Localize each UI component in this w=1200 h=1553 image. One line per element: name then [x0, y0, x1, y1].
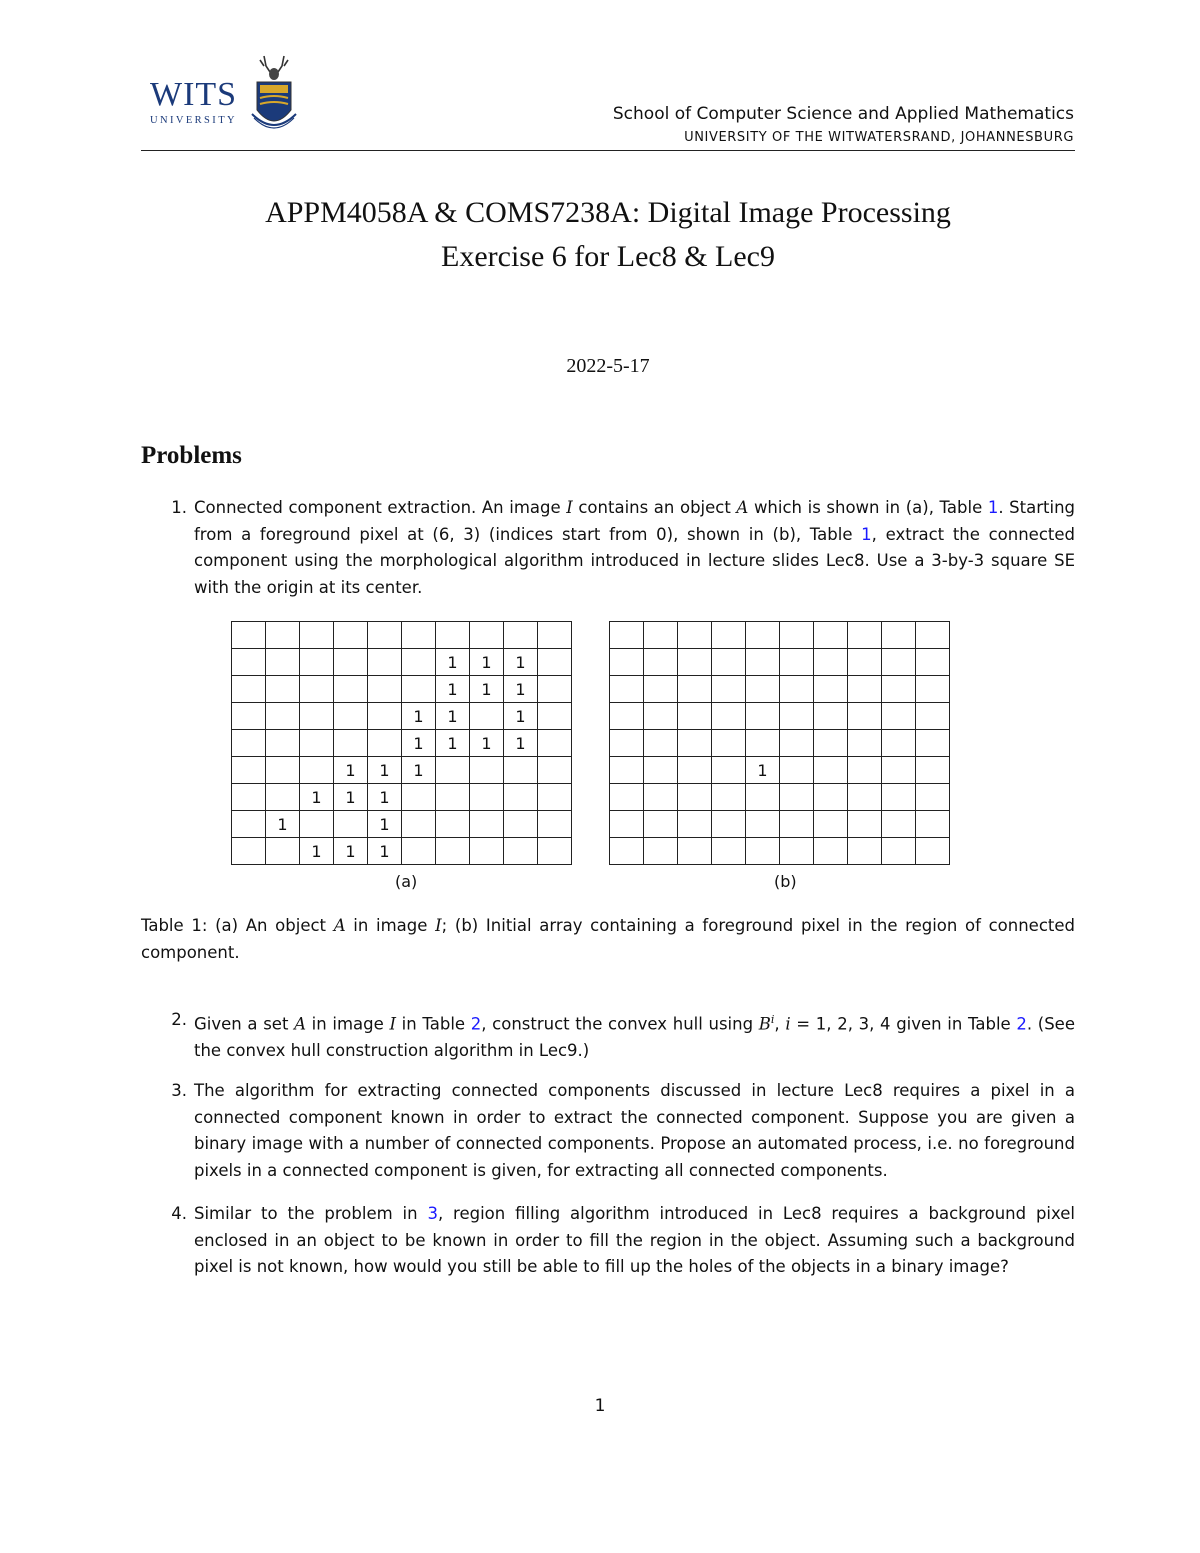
grid-cell [814, 649, 848, 676]
grid-row [232, 784, 572, 811]
grid-cell [780, 757, 814, 784]
grid-cell [402, 811, 436, 838]
grid-cell [402, 838, 436, 865]
grid-cell: 1 [300, 838, 334, 865]
grid-cell [746, 676, 780, 703]
grid-cell [538, 730, 572, 757]
grid-cell [712, 676, 746, 703]
grid-cell: 1 [470, 730, 504, 757]
school-name: School of Computer Science and Applied Mathematics [612, 104, 1074, 124]
page-number: 1 [594, 1396, 606, 1416]
grid-cell [300, 622, 334, 649]
grid-cell [538, 811, 572, 838]
grid-cell [644, 757, 678, 784]
grid-cell: 1 [746, 757, 780, 784]
exercise-title: Exercise 6 for Lec8 & Lec9 [441, 240, 775, 273]
grid-row [610, 784, 950, 811]
grid-cell [882, 730, 916, 757]
grid-cell [334, 703, 368, 730]
grid-cell [504, 811, 538, 838]
grid-cell [232, 676, 266, 703]
grid-cell [538, 649, 572, 676]
grid-cell [436, 784, 470, 811]
grid-cell [470, 703, 504, 730]
section-heading: Problems [141, 442, 242, 469]
problem-number: 3. [171, 1081, 187, 1100]
grid-cell [882, 703, 916, 730]
grid-cell [746, 730, 780, 757]
grid-cell [436, 757, 470, 784]
grid-cell [678, 703, 712, 730]
grid-cell: 1 [470, 649, 504, 676]
grid-cell [712, 730, 746, 757]
grid-cell [610, 622, 644, 649]
grid-cell [232, 703, 266, 730]
grid-row [610, 703, 950, 730]
grid-cell: 1 [402, 730, 436, 757]
grid-cell [780, 838, 814, 865]
grid-cell [504, 784, 538, 811]
grid-cell [232, 730, 266, 757]
grid-cell [504, 838, 538, 865]
grid-cell [368, 676, 402, 703]
grid-cell [610, 811, 644, 838]
problem-number: 2. [171, 1010, 187, 1029]
grid-cell [780, 703, 814, 730]
grid-cell [746, 811, 780, 838]
grid-cell [470, 784, 504, 811]
wits-logo [150, 52, 300, 138]
grid-cell: 1 [504, 649, 538, 676]
grid-cell [678, 649, 712, 676]
grid-cell: 1 [402, 757, 436, 784]
grid-cell: 1 [334, 784, 368, 811]
grid-cell [232, 757, 266, 784]
grid-cell [882, 784, 916, 811]
grid-cell [538, 703, 572, 730]
problem-text: Given a set A in image I in Table 2, construct the convex hull using $B^i$, i = 1, 2, 3, 4 given in Table 2. (See the convex hull construction algorithm in Lec9.) [194, 1013, 1075, 1060]
grid-cell [678, 730, 712, 757]
grid-row [232, 730, 572, 757]
grid-cell: 1 [504, 703, 538, 730]
problem-text: Connected component extraction. An image I contains an object A which is shown in (a), Table 1. Starting from a foreground pixel at (6, 3) (indices start from 0), shown in (b), Table 1, extract the connected component using the morphological algorithm introduced in lecture slides Lec8. Use a 3-by-3 square SE with the origin at its center. [194, 498, 1075, 597]
problem-text: The algorithm for extracting connected components discussed in lecture Lec8 requires a pixel in a connected component known in order to extract the connected component. Suppose you are given a binary image with a number of connected components. Propose an automated process, i.e. no foreground pixels in a connected component is given, for extracting all connected components. [194, 1081, 1075, 1180]
grid-cell [232, 838, 266, 865]
grid-cell [746, 649, 780, 676]
grid-cell [814, 703, 848, 730]
grid-cell [678, 676, 712, 703]
grid-cell [334, 649, 368, 676]
grid-row [610, 811, 950, 838]
grid-cell [610, 784, 644, 811]
table-caption: Table 1: (a) An object A in image I; (b) Initial array containing a foreground pixel in the region of connected component. [141, 916, 1075, 962]
grid-cell [814, 622, 848, 649]
grid-cell [848, 838, 882, 865]
grid-cell [610, 757, 644, 784]
grid-cell [814, 811, 848, 838]
grid-cell [916, 811, 950, 838]
grid-cell [712, 811, 746, 838]
grid-cell [916, 784, 950, 811]
grid-cell [266, 730, 300, 757]
grid-cell [780, 676, 814, 703]
grid-cell [814, 676, 848, 703]
grid-cell [916, 676, 950, 703]
grid-cell [368, 703, 402, 730]
university-name: UNIVERSITY OF THE WITWATERSRAND, JOHANNESBURG [684, 130, 1074, 145]
grid-cell [266, 622, 300, 649]
logo-wordmark: WITS [150, 76, 238, 113]
grid-cell: 1 [504, 730, 538, 757]
grid-cell [712, 703, 746, 730]
grid-cell [402, 622, 436, 649]
grid-row [610, 622, 950, 649]
grid-cell [368, 730, 402, 757]
grid-cell: 1 [368, 838, 402, 865]
grid-cell [470, 811, 504, 838]
grid-cell [402, 784, 436, 811]
grid-cell [300, 757, 334, 784]
grid-cell: 1 [266, 811, 300, 838]
grid-cell [712, 784, 746, 811]
grid-cell [882, 649, 916, 676]
logo-subtitle: UNIVERSITY [150, 115, 237, 126]
grid-cell [882, 676, 916, 703]
grid-cell [610, 838, 644, 865]
grid-cell [300, 703, 334, 730]
grid-cell: 1 [334, 757, 368, 784]
grid-cell [436, 811, 470, 838]
grid-cell [644, 730, 678, 757]
grid-cell [266, 784, 300, 811]
grid-cell: 1 [470, 676, 504, 703]
grid-cell [610, 649, 644, 676]
grid-row [232, 649, 572, 676]
grid-cell [814, 757, 848, 784]
grid-cell: 1 [300, 784, 334, 811]
grid-cell [644, 676, 678, 703]
problem-link[interactable]: 3 [427, 1204, 438, 1223]
grid-cell: 1 [504, 676, 538, 703]
grid-cell [402, 649, 436, 676]
grid-cell [882, 757, 916, 784]
grid-cell [882, 811, 916, 838]
problem-number: 1. [171, 498, 187, 517]
grid-row [232, 703, 572, 730]
grid-cell [678, 838, 712, 865]
grid-row [232, 811, 572, 838]
grid-row [232, 676, 572, 703]
grid-cell [678, 757, 712, 784]
grid-cell [334, 622, 368, 649]
grid-cell [436, 838, 470, 865]
grid-cell [610, 730, 644, 757]
grid-cell [610, 703, 644, 730]
grid-cell [916, 622, 950, 649]
grid-row [610, 730, 950, 757]
grid-cell [232, 649, 266, 676]
grid-cell [848, 784, 882, 811]
grid-cell [780, 622, 814, 649]
grid-cell [848, 676, 882, 703]
grid-cell [746, 838, 780, 865]
grid-cell [266, 649, 300, 676]
grid-cell [644, 784, 678, 811]
grid-cell [780, 811, 814, 838]
grid-cell [300, 730, 334, 757]
grid-cell: 1 [436, 676, 470, 703]
grid-cell [644, 703, 678, 730]
grid-cell [470, 757, 504, 784]
grid-cell: 1 [368, 811, 402, 838]
grid-cell [266, 838, 300, 865]
grid-cell [538, 757, 572, 784]
grid-cell [780, 649, 814, 676]
table-link[interactable]: 1 [861, 524, 872, 544]
grid-cell [266, 757, 300, 784]
grid-cell [814, 838, 848, 865]
crest-icon [250, 52, 298, 138]
grid-cell [368, 622, 402, 649]
grid-row [610, 676, 950, 703]
table-link[interactable]: 2 [470, 1014, 482, 1034]
grid-cell [538, 622, 572, 649]
grid-cell [232, 784, 266, 811]
grid-cell [916, 649, 950, 676]
grid-cell [712, 838, 746, 865]
grid-cell [848, 622, 882, 649]
grid-cell [848, 811, 882, 838]
grid-cell [610, 676, 644, 703]
grid-cell [780, 730, 814, 757]
grid-cell: 1 [402, 703, 436, 730]
grid-cell [678, 784, 712, 811]
grid-cell [848, 730, 882, 757]
course-title: APPM4058A & COMS7238A: Digital Image Processing [265, 196, 951, 229]
grid-cell [232, 811, 266, 838]
grid-b [609, 621, 950, 865]
grid-cell [848, 757, 882, 784]
grid-cell [712, 622, 746, 649]
table-link[interactable]: 2 [1016, 1014, 1027, 1034]
grid-cell [300, 811, 334, 838]
grid-cell [538, 676, 572, 703]
grid-cell: 1 [368, 757, 402, 784]
grid-cell [916, 757, 950, 784]
grid-b-caption: (b) [774, 872, 797, 891]
grid-a-caption: (a) [395, 872, 418, 891]
grid-cell [300, 649, 334, 676]
grid-cell [746, 622, 780, 649]
grid-cell [266, 676, 300, 703]
grid-cell [644, 649, 678, 676]
grid-cell [504, 757, 538, 784]
grid-cell: 1 [334, 838, 368, 865]
grid-cell [882, 838, 916, 865]
grid-cell: 1 [368, 784, 402, 811]
grid-cell [712, 649, 746, 676]
grid-row [610, 757, 950, 784]
grid-cell [538, 784, 572, 811]
grid-cell [848, 703, 882, 730]
grid-cell: 1 [436, 649, 470, 676]
header-divider [141, 150, 1075, 151]
grid-cell [232, 622, 266, 649]
grid-cell [678, 811, 712, 838]
grid-cell [334, 811, 368, 838]
grid-row [232, 622, 572, 649]
grid-cell [644, 811, 678, 838]
grid-row [232, 757, 572, 784]
grid-cell [334, 730, 368, 757]
grid-cell [470, 622, 504, 649]
grid-cell [916, 838, 950, 865]
grid-cell [368, 649, 402, 676]
grid-cell [644, 622, 678, 649]
grid-cell [678, 622, 712, 649]
grid-cell [266, 703, 300, 730]
grid-cell [848, 649, 882, 676]
grid-cell [644, 838, 678, 865]
grid-cell [814, 730, 848, 757]
grid-cell [746, 703, 780, 730]
grid-cell [300, 676, 334, 703]
grid-cell [712, 757, 746, 784]
grid-cell [402, 676, 436, 703]
grid-row [610, 649, 950, 676]
grid-cell [814, 784, 848, 811]
grid-cell [470, 838, 504, 865]
problem-text: Similar to the problem in 3, region filling algorithm introduced in Lec8 requires a background pixel enclosed in an object to be known in order to fill the region in the object. Assuming such a background pixel is not known, how would you still be able to fill up the holes of the objects in a binary image? [194, 1204, 1076, 1276]
grid-cell [436, 622, 470, 649]
table-link[interactable]: 1 [987, 498, 999, 517]
grid-cell [780, 784, 814, 811]
grid-row [232, 838, 572, 865]
grid-cell [334, 676, 368, 703]
grid-cell [538, 838, 572, 865]
grid-row [610, 838, 950, 865]
grid-cell [916, 730, 950, 757]
grid-cell [882, 622, 916, 649]
grid-a [231, 621, 572, 865]
document-date: 2022-5-17 [566, 355, 650, 377]
problem-number: 4. [171, 1204, 187, 1223]
grid-cell [916, 703, 950, 730]
grid-cell [504, 622, 538, 649]
grid-cell: 1 [436, 703, 470, 730]
grid-cell: 1 [436, 730, 470, 757]
grid-cell [746, 784, 780, 811]
